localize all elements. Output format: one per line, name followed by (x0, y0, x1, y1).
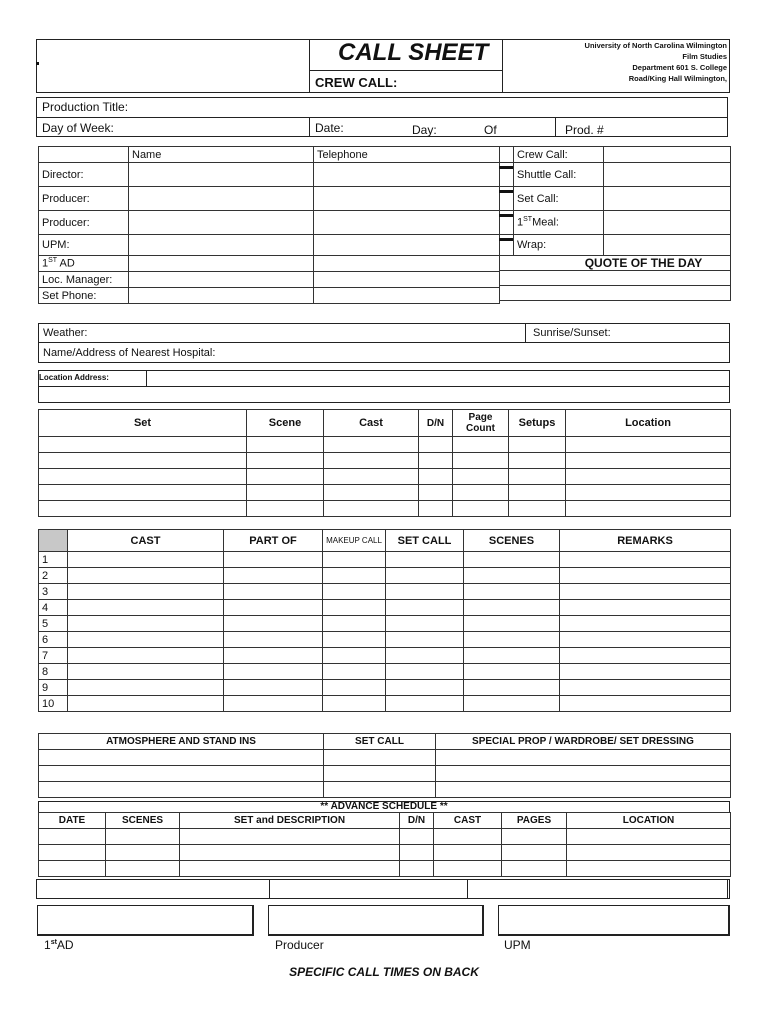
role-set-phone: Set Phone: (39, 288, 129, 304)
crew-call-time-label: Crew Call: (514, 147, 604, 163)
calls-table (499, 146, 731, 301)
atmosphere-set-call-header: SET CALL (324, 734, 436, 750)
role-producer-2: Producer: (39, 211, 129, 235)
wrap-label: Wrap: (514, 235, 604, 256)
crew-table (38, 146, 500, 304)
signature-producer-label: Producer (275, 938, 324, 952)
signature-producer-box[interactable] (268, 905, 484, 936)
location-address-label[interactable]: Location Address: (39, 373, 109, 382)
advance-set-description-header: SET and DESCRIPTION (180, 813, 400, 829)
footer-note: SPECIFIC CALL TIMES ON BACK (289, 965, 479, 979)
role-loc-manager: Loc. Manager: (39, 272, 129, 288)
weather-label[interactable]: Weather: (43, 327, 88, 339)
advance-schedule-title: ** ADVANCE SCHEDULE ** (320, 801, 448, 812)
set-call-header: SET CALL (386, 530, 464, 552)
cast-name-header: CAST (68, 530, 224, 552)
call-marker (499, 214, 513, 217)
university-address: University of North Carolina Wilmington Film Studies Department 601 S. College Road/King Hall Wilmington, (584, 41, 727, 83)
set-call-label: Set Call: (514, 187, 604, 211)
scenes-table (38, 409, 731, 517)
call-sheet-title: CALL SHEET (338, 39, 489, 66)
day-label[interactable]: Day: (412, 123, 437, 137)
advance-scenes-header: SCENES (106, 813, 180, 829)
table-row[interactable]: 4 (39, 600, 731, 616)
call-marker (499, 166, 513, 169)
table-row[interactable]: 5 (39, 616, 731, 632)
scenes-header: SCENES (464, 530, 560, 552)
day-of-week-label[interactable]: Day of Week: (42, 121, 114, 135)
table-row[interactable] (39, 829, 731, 845)
advance-cast-header: CAST (434, 813, 502, 829)
table-row[interactable] (39, 469, 731, 485)
advance-dn-header: D/N (400, 813, 434, 829)
location-header: Location (566, 410, 731, 437)
prod-number-label[interactable]: Prod. # (565, 123, 604, 137)
of-label[interactable]: Of (484, 123, 497, 137)
date-label[interactable]: Date: (315, 121, 344, 135)
call-marker (499, 190, 513, 193)
bottom-strip (36, 879, 730, 899)
table-row[interactable] (39, 453, 731, 469)
cast-header: Cast (324, 410, 419, 437)
advance-pages-header: PAGES (502, 813, 567, 829)
table-row[interactable]: 3 (39, 584, 731, 600)
telephone-header: Telephone (314, 147, 500, 163)
cast-number-header (39, 530, 68, 552)
remarks-header: REMARKS (560, 530, 731, 552)
table-row[interactable]: 7 (39, 648, 731, 664)
table-row[interactable]: 6 (39, 632, 731, 648)
first-meal-label: 1STMeal: (514, 211, 604, 235)
header-left-cell[interactable] (36, 39, 310, 93)
dn-header: D/N (419, 410, 453, 437)
crew-call-label: CREW CALL: (315, 75, 398, 90)
table-row[interactable]: 1 (39, 552, 731, 568)
set-header: Set (39, 410, 247, 437)
table-row[interactable] (39, 845, 731, 861)
header-dot (36, 62, 39, 65)
sunrise-sunset-label[interactable]: Sunrise/Sunset: (533, 327, 611, 339)
part-of-header: PART OF (224, 530, 323, 552)
scene-header: Scene (247, 410, 324, 437)
role-first-ad: 1ST AD (39, 256, 129, 272)
signature-first-ad-box[interactable] (37, 905, 254, 936)
signature-upm-box[interactable] (498, 905, 730, 936)
advance-date-header: DATE (39, 813, 106, 829)
advance-table (38, 812, 731, 877)
table-row[interactable] (39, 782, 731, 798)
call-marker (499, 238, 513, 241)
makeup-call-header: MAKEUP CALL (323, 530, 386, 552)
page-count-header: Page Count (453, 410, 509, 437)
advance-location-header: LOCATION (567, 813, 731, 829)
table-row[interactable]: 9 (39, 680, 731, 696)
table-row[interactable] (39, 485, 731, 501)
name-header: Name (129, 147, 314, 163)
role-producer-1: Producer: (39, 187, 129, 211)
hospital-label[interactable]: Name/Address of Nearest Hospital: (43, 347, 216, 359)
production-title-label[interactable]: Production Title: (42, 100, 129, 114)
cast-table (38, 529, 731, 712)
special-prop-header: SPECIAL PROP / WARDROBE/ SET DRESSING (436, 734, 731, 750)
table-row[interactable] (39, 501, 731, 517)
atmosphere-table (38, 733, 731, 798)
atmosphere-header: ATMOSPHERE AND STAND INS (39, 734, 324, 750)
setups-header: Setups (509, 410, 566, 437)
table-row[interactable]: 8 (39, 664, 731, 680)
table-row[interactable] (39, 437, 731, 453)
table-row[interactable] (39, 861, 731, 877)
table-row[interactable] (39, 750, 731, 766)
table-row[interactable]: 10 (39, 696, 731, 712)
shuttle-call-label: Shuttle Call: (514, 163, 604, 187)
role-upm: UPM: (39, 235, 129, 256)
role-director: Director: (39, 163, 129, 187)
signature-upm-label: UPM (504, 938, 531, 952)
quote-of-the-day: QUOTE OF THE DAY (500, 256, 731, 271)
signature-first-ad-label: 1stAD (44, 938, 74, 952)
table-row[interactable]: 2 (39, 568, 731, 584)
table-row[interactable] (39, 766, 731, 782)
